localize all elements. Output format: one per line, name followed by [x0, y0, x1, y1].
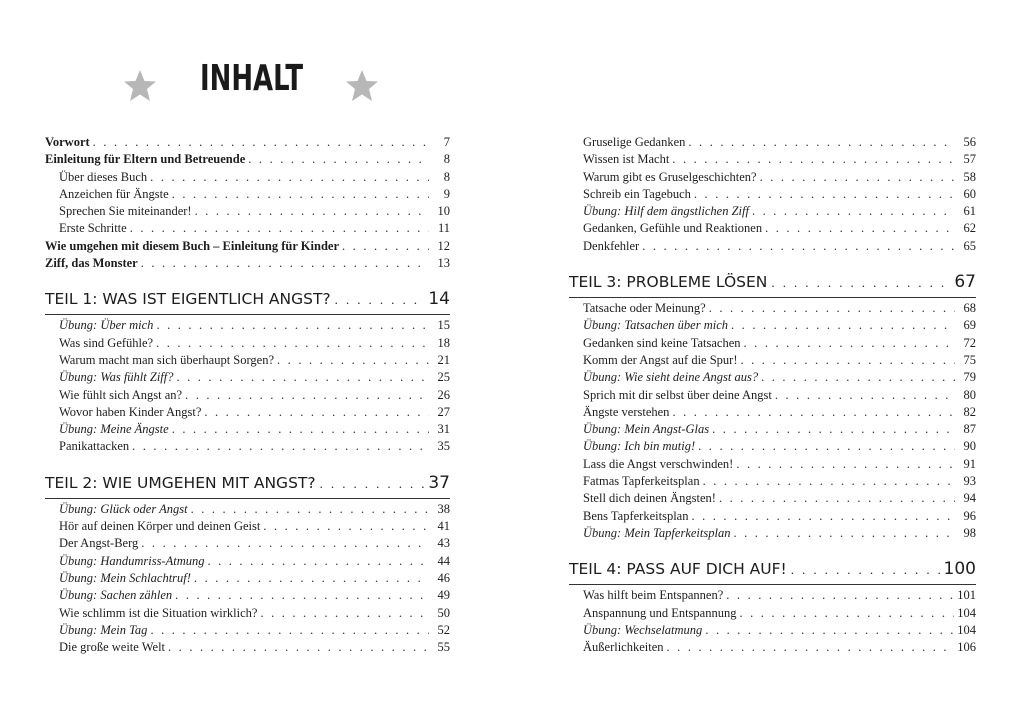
toc-entry[interactable]: Warum gibt es Gruselgeschichten? . . . 58 [569, 169, 976, 186]
toc-entry[interactable]: Übung: Glück oder Angst . . . 38 [45, 501, 450, 518]
toc-entry[interactable]: Übung: Meine Ängste . . . 31 [45, 421, 450, 438]
toc-entry[interactable]: Sprechen Sie miteinander! . . . 10 [45, 203, 450, 220]
toc-entry[interactable]: Äußerlichkeiten . . . 106 [569, 639, 976, 656]
teil2-list [45, 501, 450, 657]
toc-entry[interactable]: Übung: Mein Angst-Glas . . . 87 [569, 421, 976, 438]
toc-left-column [45, 134, 450, 656]
toc-entry[interactable]: Panikattacken . . . 35 [45, 438, 450, 455]
toc-entry[interactable]: Gruselige Gedanken . . . 56 [569, 134, 976, 151]
toc-entry[interactable]: Gedanken, Gefühle und Reaktionen . . . 62 [569, 220, 976, 237]
toc-entry[interactable]: Sprich mit dir selbst über deine Angst . . . 80 [569, 387, 976, 404]
toc-entry[interactable]: Übung: Mein Tapferkeitsplan . . . 98 [569, 525, 976, 542]
teil2-continued-list [569, 134, 976, 255]
toc-entry[interactable]: Ängste verstehen . . . 82 [569, 404, 976, 421]
toc-entry[interactable]: Übung: Sachen zählen . . . 49 [45, 587, 450, 604]
toc-entry[interactable]: Gedanken sind keine Tatsachen . . . 72 [569, 335, 976, 352]
chapter-heading-teil4[interactable]: TEIL 4: PASS AUF DICH AUF! . . . 100 [569, 556, 976, 582]
toc-entry[interactable]: Schreib ein Tagebuch . . . 60 [569, 186, 976, 203]
teil1-list [45, 317, 450, 455]
toc-entry[interactable]: Wie schlimm ist die Situation wirklich? . . . 50 [45, 605, 450, 622]
toc-entry[interactable]: Tatsache oder Meinung? . . . 68 [569, 300, 976, 317]
toc-entry[interactable]: Anzeichen für Ängste . . . 9 [45, 186, 450, 203]
toc-entry[interactable]: Warum macht man sich überhaupt Sorgen? . . . 21 [45, 352, 450, 369]
toc-entry[interactable]: Die große weite Welt . . . 55 [45, 639, 450, 656]
chapter-divider [569, 297, 976, 298]
toc-entry[interactable]: Einleitung für Eltern und Betreuende . . . 8 [45, 151, 450, 168]
toc-entry[interactable]: Übung: Handumriss-Atmung . . . 44 [45, 553, 450, 570]
toc-entry[interactable]: Übung: Wechselatmung . . . 104 [569, 622, 976, 639]
toc-entry[interactable]: Übung: Mein Schlachtruf! . . . 46 [45, 570, 450, 587]
toc-entry[interactable]: Wie fühlt sich Angst an? . . . 26 [45, 387, 450, 404]
toc-entry[interactable]: Komm der Angst auf die Spur! . . . 75 [569, 352, 976, 369]
toc-entry[interactable]: Wie umgehen mit diesem Buch – Einleitung für Kinder . . . 12 [45, 238, 450, 255]
toc-entry[interactable]: Übung: Ich bin mutig! . . . 90 [569, 438, 976, 455]
toc-entry[interactable]: Was hilft beim Entspannen? . . . 101 [569, 587, 976, 604]
toc-entry[interactable]: Hör auf deinen Körper und deinen Geist . . . 41 [45, 518, 450, 535]
toc-entry[interactable]: Übung: Mein Tag . . . 52 [45, 622, 450, 639]
toc-entry[interactable]: Erste Schritte . . . 11 [45, 220, 450, 237]
toc-right-column [569, 134, 976, 656]
toc-entry[interactable]: Denkfehler . . . 65 [569, 238, 976, 255]
chapter-divider [45, 314, 450, 315]
teil4-list [569, 587, 976, 656]
chapter-heading-teil3[interactable]: TEIL 3: PROBLEME LÖSEN . . . 67 [569, 269, 976, 295]
star-right-icon [344, 68, 380, 104]
chapter-divider [569, 584, 976, 585]
toc-entry[interactable]: Bens Tapferkeitsplan . . . 96 [569, 508, 976, 525]
teil3-list [569, 300, 976, 542]
toc-entry[interactable]: Was sind Gefühle? . . . 18 [45, 335, 450, 352]
page-title: INHALT [200, 58, 304, 99]
toc-entry[interactable]: Stell dich deinen Ängsten! . . . 94 [569, 490, 976, 507]
toc-entry[interactable]: Übung: Über mich . . . 15 [45, 317, 450, 334]
toc-entry[interactable]: Übung: Hilf dem ängstlichen Ziff . . . 61 [569, 203, 976, 220]
toc-entry[interactable]: Übung: Tatsachen über mich . . . 69 [569, 317, 976, 334]
toc-entry[interactable]: Ziff, das Monster . . . 13 [45, 255, 450, 272]
toc-entry[interactable]: Anspannung und Entspannung . . . 104 [569, 605, 976, 622]
intro-group [45, 134, 450, 272]
toc-entry[interactable]: Über dieses Buch . . . 8 [45, 169, 450, 186]
chapter-heading-teil1[interactable]: TEIL 1: WAS IST EIGENTLICH ANGST? . . . 14 [45, 286, 450, 312]
star-left-icon [122, 68, 158, 104]
toc-entry[interactable]: Lass die Angst verschwinden! . . . 91 [569, 456, 976, 473]
chapter-divider [45, 498, 450, 499]
toc-entry[interactable]: Übung: Wie sieht deine Angst aus? . . . 79 [569, 369, 976, 386]
toc-entry[interactable]: Wovor haben Kinder Angst? . . . 27 [45, 404, 450, 421]
toc-entry[interactable]: Wissen ist Macht . . . 57 [569, 151, 976, 168]
chapter-heading-teil2[interactable]: TEIL 2: WIE UMGEHEN MIT ANGST? . . . 37 [45, 470, 450, 496]
toc-entry[interactable]: Fatmas Tapferkeitsplan . . . 93 [569, 473, 976, 490]
toc-entry[interactable]: Vorwort . . . 7 [45, 134, 450, 151]
toc-entry[interactable]: Der Angst-Berg . . . 43 [45, 535, 450, 552]
toc-entry[interactable]: Übung: Was fühlt Ziff? . . . 25 [45, 369, 450, 386]
